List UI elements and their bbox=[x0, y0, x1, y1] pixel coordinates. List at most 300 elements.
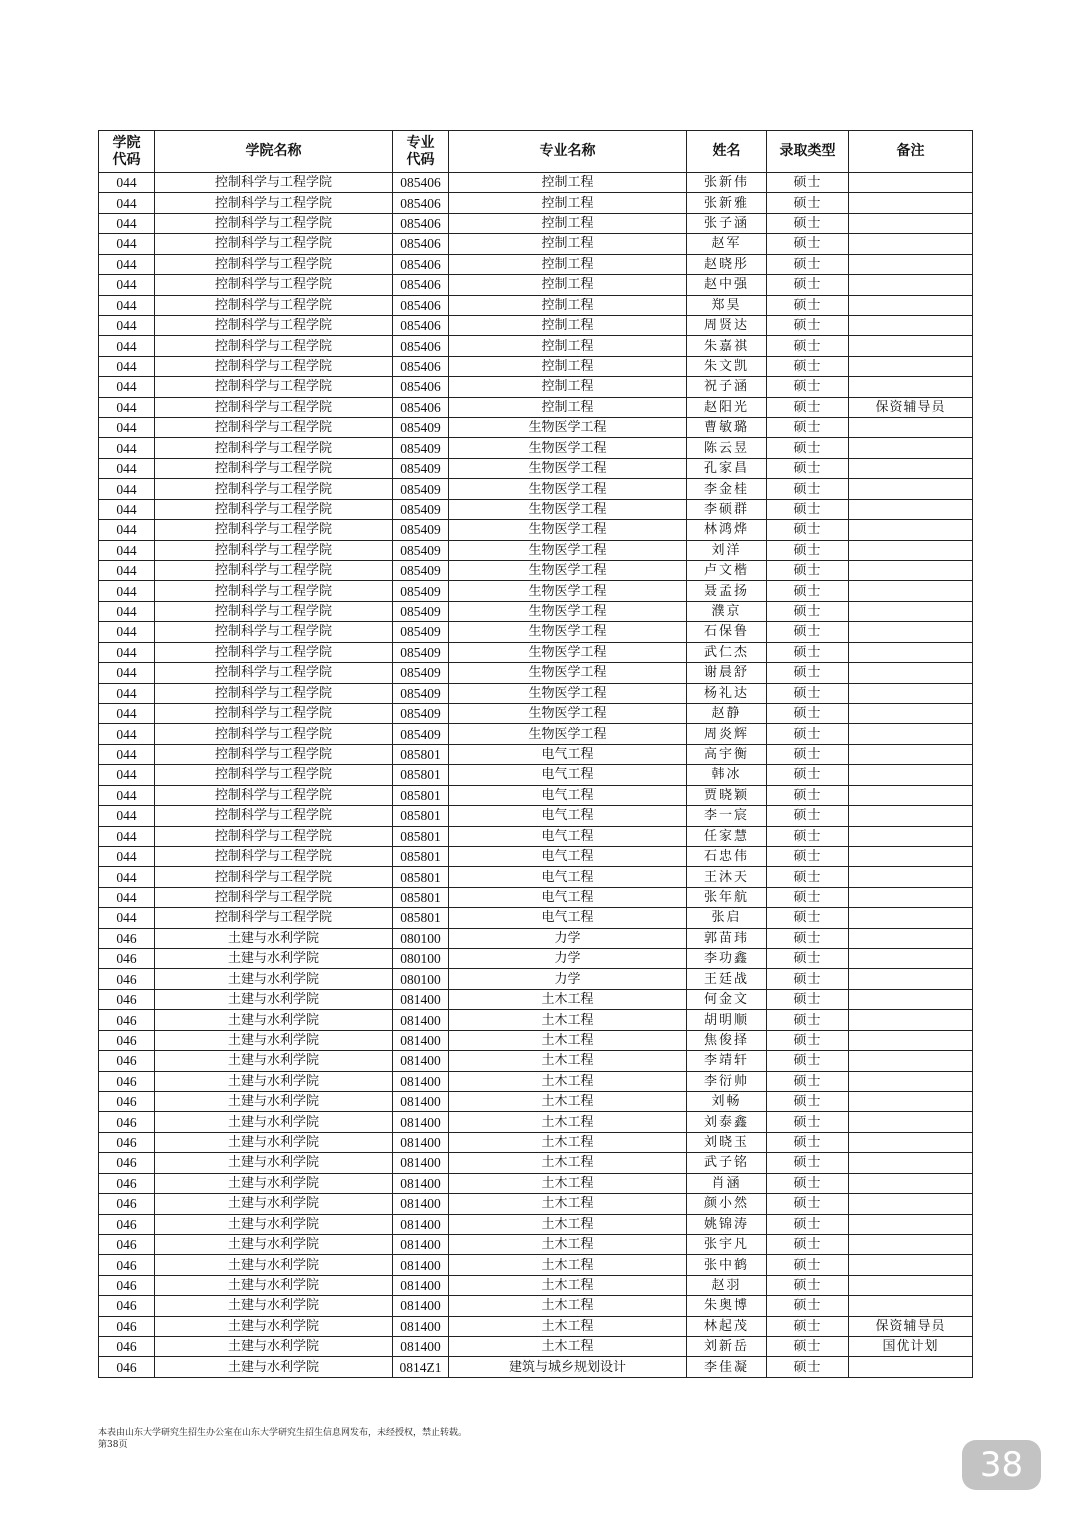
cell-major-name: 土木工程 bbox=[449, 1153, 687, 1173]
cell-major-name: 电气工程 bbox=[449, 826, 687, 846]
cell-college-code: 044 bbox=[99, 663, 155, 683]
cell-note bbox=[849, 846, 973, 866]
cell-college-code: 044 bbox=[99, 683, 155, 703]
cell-college-code: 046 bbox=[99, 1296, 155, 1316]
cell-note bbox=[849, 887, 973, 907]
cell-student-name: 聂孟扬 bbox=[687, 581, 767, 601]
cell-major-name: 生物医学工程 bbox=[449, 479, 687, 499]
cell-note bbox=[849, 1275, 973, 1295]
cell-student-name: 谢晨舒 bbox=[687, 663, 767, 683]
cell-college-name: 控制科学与工程学院 bbox=[155, 601, 393, 621]
cell-major-name: 控制工程 bbox=[449, 377, 687, 397]
cell-admission-type: 硕士 bbox=[767, 1051, 849, 1071]
cell-note bbox=[849, 683, 973, 703]
cell-college-code: 044 bbox=[99, 908, 155, 928]
cell-student-name: 胡明顺 bbox=[687, 1010, 767, 1030]
cell-student-name: 赵阳光 bbox=[687, 397, 767, 417]
cell-admission-type: 硕士 bbox=[767, 785, 849, 805]
header-major-code: 专业 代码 bbox=[393, 131, 449, 173]
cell-college-name: 控制科学与工程学院 bbox=[155, 418, 393, 438]
table-row bbox=[99, 785, 973, 805]
cell-admission-type: 硕士 bbox=[767, 1132, 849, 1152]
cell-major-name: 生物医学工程 bbox=[449, 540, 687, 560]
cell-student-name: 赵静 bbox=[687, 703, 767, 723]
cell-admission-type: 硕士 bbox=[767, 703, 849, 723]
cell-note bbox=[849, 785, 973, 805]
cell-admission-type: 硕士 bbox=[767, 663, 849, 683]
cell-college-code: 046 bbox=[99, 1132, 155, 1152]
cell-major-name: 土木工程 bbox=[449, 1071, 687, 1091]
cell-college-code: 046 bbox=[99, 989, 155, 1009]
cell-major-name: 土木工程 bbox=[449, 1337, 687, 1357]
cell-student-name: 周炎辉 bbox=[687, 724, 767, 744]
cell-major-name: 生物医学工程 bbox=[449, 438, 687, 458]
cell-major-code: 085406 bbox=[393, 254, 449, 274]
cell-major-name: 生物医学工程 bbox=[449, 499, 687, 519]
cell-major-code: 081400 bbox=[393, 1296, 449, 1316]
cell-student-name: 赵中强 bbox=[687, 275, 767, 295]
table-row bbox=[99, 1071, 973, 1091]
cell-student-name: 张年航 bbox=[687, 887, 767, 907]
table-row bbox=[99, 295, 973, 315]
cell-major-code: 085406 bbox=[393, 173, 449, 193]
cell-college-name: 控制科学与工程学院 bbox=[155, 295, 393, 315]
header-college-name: 学院名称 bbox=[155, 131, 393, 173]
cell-college-name: 控制科学与工程学院 bbox=[155, 703, 393, 723]
cell-college-code: 044 bbox=[99, 561, 155, 581]
cell-major-name: 电气工程 bbox=[449, 887, 687, 907]
cell-admission-type: 硕士 bbox=[767, 173, 849, 193]
cell-note: 保资辅导员 bbox=[849, 1316, 973, 1336]
cell-major-code: 085801 bbox=[393, 765, 449, 785]
cell-college-code: 044 bbox=[99, 846, 155, 866]
cell-major-code: 081400 bbox=[393, 1071, 449, 1091]
cell-note bbox=[849, 908, 973, 928]
cell-major-code: 085406 bbox=[393, 234, 449, 254]
cell-admission-type: 硕士 bbox=[767, 1316, 849, 1336]
cell-major-code: 085406 bbox=[393, 356, 449, 376]
cell-note bbox=[849, 1071, 973, 1091]
cell-student-name: 曹敏璐 bbox=[687, 418, 767, 438]
table-row bbox=[99, 193, 973, 213]
cell-admission-type: 硕士 bbox=[767, 356, 849, 376]
cell-major-code: 085406 bbox=[393, 275, 449, 295]
cell-major-name: 控制工程 bbox=[449, 295, 687, 315]
cell-major-name: 生物医学工程 bbox=[449, 622, 687, 642]
cell-college-code: 046 bbox=[99, 1153, 155, 1173]
cell-note bbox=[849, 1296, 973, 1316]
cell-major-name: 力学 bbox=[449, 969, 687, 989]
table-row bbox=[99, 724, 973, 744]
cell-major-name: 生物医学工程 bbox=[449, 581, 687, 601]
cell-college-name: 控制科学与工程学院 bbox=[155, 336, 393, 356]
table-row bbox=[99, 356, 973, 376]
cell-college-name: 土建与水利学院 bbox=[155, 1030, 393, 1050]
cell-admission-type: 硕士 bbox=[767, 315, 849, 335]
cell-admission-type: 硕士 bbox=[767, 520, 849, 540]
table-row bbox=[99, 213, 973, 233]
cell-college-code: 044 bbox=[99, 581, 155, 601]
cell-note bbox=[849, 724, 973, 744]
table-row bbox=[99, 826, 973, 846]
cell-college-name: 控制科学与工程学院 bbox=[155, 315, 393, 335]
cell-major-name: 土木工程 bbox=[449, 1194, 687, 1214]
cell-major-name: 土木工程 bbox=[449, 1296, 687, 1316]
cell-college-name: 控制科学与工程学院 bbox=[155, 275, 393, 295]
table-row bbox=[99, 663, 973, 683]
table-row bbox=[99, 949, 973, 969]
cell-student-name: 张新雅 bbox=[687, 193, 767, 213]
table-row bbox=[99, 846, 973, 866]
cell-major-code: 081400 bbox=[393, 1112, 449, 1132]
table-row bbox=[99, 315, 973, 335]
cell-student-name: 武仁杰 bbox=[687, 642, 767, 662]
cell-admission-type: 硕士 bbox=[767, 846, 849, 866]
cell-admission-type: 硕士 bbox=[767, 1275, 849, 1295]
cell-major-code: 085801 bbox=[393, 744, 449, 764]
cell-note bbox=[849, 765, 973, 785]
cell-major-name: 土木工程 bbox=[449, 1316, 687, 1336]
cell-major-code: 085406 bbox=[393, 315, 449, 335]
cell-student-name: 赵军 bbox=[687, 234, 767, 254]
cell-admission-type: 硕士 bbox=[767, 458, 849, 478]
cell-college-code: 044 bbox=[99, 295, 155, 315]
cell-admission-type: 硕士 bbox=[767, 213, 849, 233]
cell-major-code: 081400 bbox=[393, 1234, 449, 1254]
cell-note bbox=[849, 928, 973, 948]
cell-major-name: 生物医学工程 bbox=[449, 663, 687, 683]
cell-college-name: 土建与水利学院 bbox=[155, 1316, 393, 1336]
cell-admission-type: 硕士 bbox=[767, 1214, 849, 1234]
cell-college-code: 044 bbox=[99, 642, 155, 662]
cell-admission-type: 硕士 bbox=[767, 867, 849, 887]
cell-admission-type: 硕士 bbox=[767, 969, 849, 989]
cell-student-name: 杨礼达 bbox=[687, 683, 767, 703]
cell-college-name: 控制科学与工程学院 bbox=[155, 908, 393, 928]
cell-note bbox=[849, 254, 973, 274]
cell-note bbox=[849, 867, 973, 887]
cell-major-code: 085409 bbox=[393, 561, 449, 581]
cell-college-name: 控制科学与工程学院 bbox=[155, 826, 393, 846]
table-row bbox=[99, 1316, 973, 1336]
cell-admission-type: 硕士 bbox=[767, 601, 849, 621]
cell-college-code: 044 bbox=[99, 520, 155, 540]
cell-college-name: 土建与水利学院 bbox=[155, 969, 393, 989]
cell-student-name: 卢文楷 bbox=[687, 561, 767, 581]
cell-note bbox=[849, 663, 973, 683]
table-row bbox=[99, 540, 973, 560]
cell-major-name: 土木工程 bbox=[449, 1173, 687, 1193]
cell-note bbox=[849, 1173, 973, 1193]
cell-college-code: 044 bbox=[99, 785, 155, 805]
cell-major-code: 081400 bbox=[393, 989, 449, 1009]
cell-major-name: 控制工程 bbox=[449, 254, 687, 274]
cell-admission-type: 硕士 bbox=[767, 1296, 849, 1316]
table-body bbox=[99, 173, 973, 1378]
cell-major-code: 085409 bbox=[393, 622, 449, 642]
cell-college-name: 控制科学与工程学院 bbox=[155, 377, 393, 397]
cell-admission-type: 硕士 bbox=[767, 193, 849, 213]
cell-admission-type: 硕士 bbox=[767, 377, 849, 397]
cell-admission-type: 硕士 bbox=[767, 479, 849, 499]
cell-major-name: 土木工程 bbox=[449, 1234, 687, 1254]
cell-note bbox=[849, 806, 973, 826]
cell-college-name: 土建与水利学院 bbox=[155, 1194, 393, 1214]
cell-student-name: 李硕群 bbox=[687, 499, 767, 519]
cell-major-code: 085409 bbox=[393, 642, 449, 662]
cell-college-code: 046 bbox=[99, 1255, 155, 1275]
cell-student-name: 朱文凯 bbox=[687, 356, 767, 376]
cell-student-name: 朱嘉祺 bbox=[687, 336, 767, 356]
cell-major-code: 081400 bbox=[393, 1275, 449, 1295]
cell-college-name: 控制科学与工程学院 bbox=[155, 765, 393, 785]
cell-student-name: 刘畅 bbox=[687, 1091, 767, 1111]
cell-college-name: 控制科学与工程学院 bbox=[155, 540, 393, 560]
cell-major-code: 085409 bbox=[393, 458, 449, 478]
cell-admission-type: 硕士 bbox=[767, 418, 849, 438]
cell-admission-type: 硕士 bbox=[767, 1153, 849, 1173]
cell-college-code: 046 bbox=[99, 1091, 155, 1111]
cell-college-code: 044 bbox=[99, 397, 155, 417]
copyright-notice: 本表由山东大学研究生招生办公室在山东大学研究生招生信息网发布，未经授权，禁止转载。 bbox=[98, 1428, 468, 1438]
cell-note bbox=[849, 744, 973, 764]
cell-note bbox=[849, 336, 973, 356]
cell-note bbox=[849, 356, 973, 376]
cell-college-name: 土建与水利学院 bbox=[155, 1357, 393, 1377]
table-row bbox=[99, 765, 973, 785]
cell-admission-type: 硕士 bbox=[767, 908, 849, 928]
cell-major-name: 控制工程 bbox=[449, 397, 687, 417]
cell-major-name: 电气工程 bbox=[449, 806, 687, 826]
cell-college-code: 044 bbox=[99, 499, 155, 519]
cell-college-code: 044 bbox=[99, 867, 155, 887]
cell-major-code: 081400 bbox=[393, 1214, 449, 1234]
cell-student-name: 张启 bbox=[687, 908, 767, 928]
cell-college-name: 控制科学与工程学院 bbox=[155, 479, 393, 499]
cell-note bbox=[849, 1051, 973, 1071]
cell-college-name: 土建与水利学院 bbox=[155, 1173, 393, 1193]
cell-student-name: 刘泰鑫 bbox=[687, 1112, 767, 1132]
cell-admission-type: 硕士 bbox=[767, 499, 849, 519]
cell-admission-type: 硕士 bbox=[767, 683, 849, 703]
cell-college-code: 046 bbox=[99, 1071, 155, 1091]
cell-college-code: 046 bbox=[99, 1173, 155, 1193]
cell-note bbox=[849, 989, 973, 1009]
table-row bbox=[99, 969, 973, 989]
cell-admission-type: 硕士 bbox=[767, 806, 849, 826]
cell-college-name: 土建与水利学院 bbox=[155, 1214, 393, 1234]
table-row bbox=[99, 1112, 973, 1132]
cell-college-code: 044 bbox=[99, 254, 155, 274]
table-row bbox=[99, 1010, 973, 1030]
cell-student-name: 韩冰 bbox=[687, 765, 767, 785]
cell-note bbox=[849, 479, 973, 499]
cell-note bbox=[849, 622, 973, 642]
cell-student-name: 任家慧 bbox=[687, 826, 767, 846]
cell-student-name: 李一宸 bbox=[687, 806, 767, 826]
cell-major-name: 力学 bbox=[449, 928, 687, 948]
header-major-name: 专业名称 bbox=[449, 131, 687, 173]
cell-major-code: 085406 bbox=[393, 213, 449, 233]
table-row bbox=[99, 438, 973, 458]
cell-note bbox=[849, 295, 973, 315]
cell-admission-type: 硕士 bbox=[767, 622, 849, 642]
cell-note bbox=[849, 1132, 973, 1152]
cell-college-name: 土建与水利学院 bbox=[155, 1112, 393, 1132]
cell-major-name: 控制工程 bbox=[449, 193, 687, 213]
cell-major-name: 力学 bbox=[449, 949, 687, 969]
cell-major-code: 080100 bbox=[393, 969, 449, 989]
cell-major-name: 土木工程 bbox=[449, 1091, 687, 1111]
cell-college-code: 044 bbox=[99, 336, 155, 356]
cell-student-name: 张新伟 bbox=[687, 173, 767, 193]
cell-student-name: 林起茂 bbox=[687, 1316, 767, 1336]
cell-student-name: 郭苗玮 bbox=[687, 928, 767, 948]
cell-major-code: 080100 bbox=[393, 949, 449, 969]
cell-student-name: 林鸿烨 bbox=[687, 520, 767, 540]
cell-college-name: 控制科学与工程学院 bbox=[155, 193, 393, 213]
cell-major-code: 081400 bbox=[393, 1255, 449, 1275]
cell-student-name: 颜小然 bbox=[687, 1194, 767, 1214]
cell-admission-type: 硕士 bbox=[767, 744, 849, 764]
cell-major-code: 085409 bbox=[393, 663, 449, 683]
cell-note bbox=[849, 193, 973, 213]
cell-student-name: 刘洋 bbox=[687, 540, 767, 560]
cell-college-code: 046 bbox=[99, 1051, 155, 1071]
cell-college-name: 控制科学与工程学院 bbox=[155, 213, 393, 233]
table-row bbox=[99, 989, 973, 1009]
cell-major-name: 生物医学工程 bbox=[449, 520, 687, 540]
table-row bbox=[99, 1296, 973, 1316]
cell-admission-type: 硕士 bbox=[767, 295, 849, 315]
cell-major-name: 土木工程 bbox=[449, 1255, 687, 1275]
cell-major-name: 控制工程 bbox=[449, 275, 687, 295]
cell-major-name: 电气工程 bbox=[449, 867, 687, 887]
table-row bbox=[99, 1153, 973, 1173]
cell-college-name: 土建与水利学院 bbox=[155, 1337, 393, 1357]
table-row bbox=[99, 458, 973, 478]
cell-note bbox=[849, 1194, 973, 1214]
cell-college-name: 控制科学与工程学院 bbox=[155, 520, 393, 540]
cell-note bbox=[849, 969, 973, 989]
table-row bbox=[99, 1357, 973, 1377]
cell-note bbox=[849, 1153, 973, 1173]
cell-college-code: 046 bbox=[99, 1194, 155, 1214]
cell-note bbox=[849, 520, 973, 540]
cell-major-name: 土木工程 bbox=[449, 1051, 687, 1071]
cell-major-name: 生物医学工程 bbox=[449, 561, 687, 581]
cell-major-name: 土木工程 bbox=[449, 1132, 687, 1152]
cell-student-name: 张中鹤 bbox=[687, 1255, 767, 1275]
table-row bbox=[99, 377, 973, 397]
cell-note bbox=[849, 949, 973, 969]
cell-admission-type: 硕士 bbox=[767, 765, 849, 785]
table-row bbox=[99, 744, 973, 764]
cell-note bbox=[849, 601, 973, 621]
table-row bbox=[99, 683, 973, 703]
cell-admission-type: 硕士 bbox=[767, 1255, 849, 1275]
cell-note bbox=[849, 173, 973, 193]
cell-admission-type: 硕士 bbox=[767, 989, 849, 1009]
cell-major-name: 电气工程 bbox=[449, 765, 687, 785]
cell-admission-type: 硕士 bbox=[767, 1030, 849, 1050]
cell-major-code: 085409 bbox=[393, 601, 449, 621]
cell-major-code: 085801 bbox=[393, 867, 449, 887]
cell-major-name: 土木工程 bbox=[449, 1030, 687, 1050]
page-label: 第38页 bbox=[98, 1440, 128, 1450]
cell-college-name: 控制科学与工程学院 bbox=[155, 234, 393, 254]
cell-college-code: 044 bbox=[99, 418, 155, 438]
cell-student-name: 何金文 bbox=[687, 989, 767, 1009]
cell-major-code: 085409 bbox=[393, 418, 449, 438]
cell-major-code: 085409 bbox=[393, 581, 449, 601]
cell-major-name: 控制工程 bbox=[449, 173, 687, 193]
cell-college-code: 046 bbox=[99, 1214, 155, 1234]
table-row bbox=[99, 1030, 973, 1050]
cell-major-code: 085409 bbox=[393, 479, 449, 499]
cell-student-name: 濮京 bbox=[687, 601, 767, 621]
cell-student-name: 祝子涵 bbox=[687, 377, 767, 397]
cell-major-name: 生物医学工程 bbox=[449, 703, 687, 723]
header-college-code: 学院 代码 bbox=[99, 131, 155, 173]
cell-major-code: 081400 bbox=[393, 1030, 449, 1050]
table-row bbox=[99, 887, 973, 907]
cell-admission-type: 硕士 bbox=[767, 642, 849, 662]
cell-major-code: 085406 bbox=[393, 336, 449, 356]
cell-admission-type: 硕士 bbox=[767, 1194, 849, 1214]
cell-major-code: 081400 bbox=[393, 1051, 449, 1071]
cell-admission-type: 硕士 bbox=[767, 1071, 849, 1091]
table-row bbox=[99, 336, 973, 356]
cell-major-code: 081400 bbox=[393, 1153, 449, 1173]
cell-major-name: 电气工程 bbox=[449, 785, 687, 805]
cell-college-name: 土建与水利学院 bbox=[155, 1071, 393, 1091]
cell-admission-type: 硕士 bbox=[767, 826, 849, 846]
cell-note bbox=[849, 1030, 973, 1050]
cell-college-name: 控制科学与工程学院 bbox=[155, 356, 393, 376]
cell-major-code: 085409 bbox=[393, 520, 449, 540]
cell-student-name: 赵晓彤 bbox=[687, 254, 767, 274]
cell-student-name: 石保鲁 bbox=[687, 622, 767, 642]
cell-college-code: 046 bbox=[99, 1357, 155, 1377]
cell-admission-type: 硕士 bbox=[767, 928, 849, 948]
cell-college-name: 土建与水利学院 bbox=[155, 1255, 393, 1275]
cell-major-name: 生物医学工程 bbox=[449, 724, 687, 744]
cell-college-code: 044 bbox=[99, 826, 155, 846]
cell-note bbox=[849, 1255, 973, 1275]
cell-student-name: 孔家昌 bbox=[687, 458, 767, 478]
table-row bbox=[99, 275, 973, 295]
table-row bbox=[99, 581, 973, 601]
cell-college-name: 土建与水利学院 bbox=[155, 1132, 393, 1152]
cell-major-code: 085409 bbox=[393, 724, 449, 744]
cell-student-name: 武子铭 bbox=[687, 1153, 767, 1173]
table-row bbox=[99, 1173, 973, 1193]
cell-college-name: 控制科学与工程学院 bbox=[155, 458, 393, 478]
cell-major-code: 085409 bbox=[393, 703, 449, 723]
cell-student-name: 朱奥博 bbox=[687, 1296, 767, 1316]
cell-major-code: 081400 bbox=[393, 1010, 449, 1030]
cell-admission-type: 硕士 bbox=[767, 724, 849, 744]
table-row bbox=[99, 703, 973, 723]
cell-admission-type: 硕士 bbox=[767, 581, 849, 601]
cell-college-code: 046 bbox=[99, 1010, 155, 1030]
cell-major-code: 085409 bbox=[393, 499, 449, 519]
cell-major-code: 085409 bbox=[393, 540, 449, 560]
cell-major-name: 建筑与城乡规划设计 bbox=[449, 1357, 687, 1377]
cell-major-name: 控制工程 bbox=[449, 315, 687, 335]
cell-college-code: 046 bbox=[99, 1316, 155, 1336]
